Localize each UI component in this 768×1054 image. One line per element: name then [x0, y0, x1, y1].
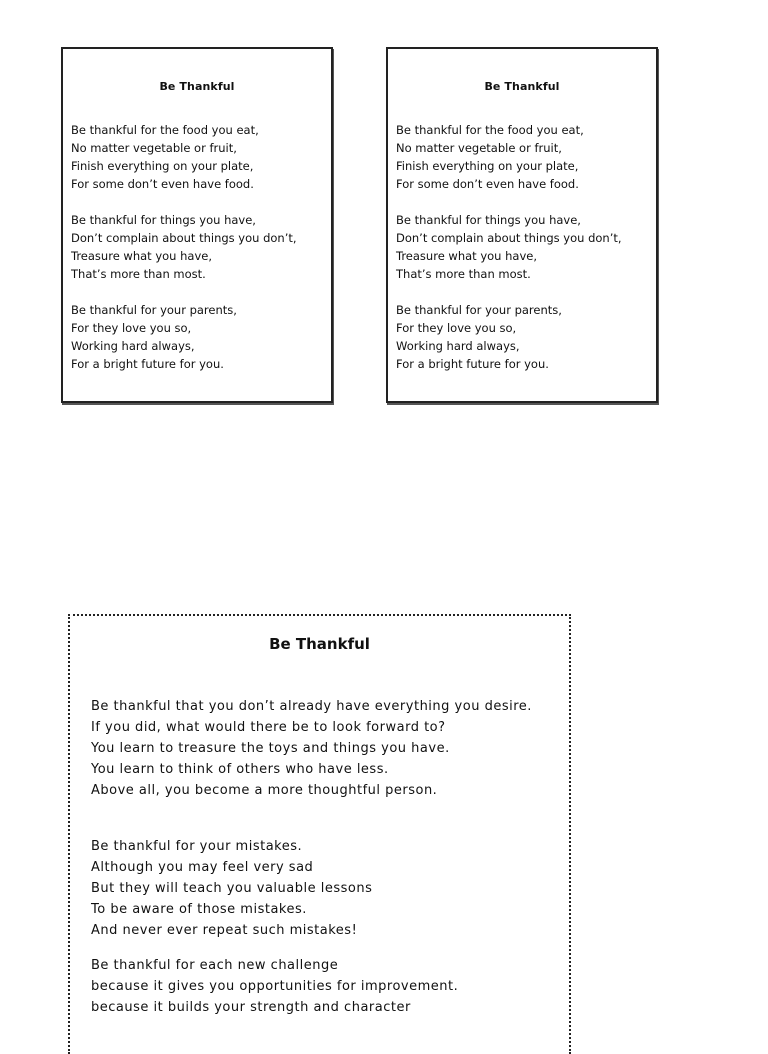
- stanza: [91, 955, 532, 1018]
- stanza: [71, 301, 297, 373]
- stanza: [396, 301, 622, 373]
- poem-line: For they love you so,: [396, 321, 517, 335]
- poem-card-large: [68, 614, 571, 1054]
- stanza: [396, 211, 622, 283]
- poem-line: For a bright future for you.: [396, 357, 549, 371]
- poem-line: For they love you so,: [71, 321, 192, 335]
- poem-line: Be thankful for the food you eat,: [396, 123, 584, 137]
- poem-line: No matter vegetable or fruit,: [396, 141, 562, 155]
- poem-line: Be thankful for your parents,: [396, 303, 562, 317]
- poem-card-left: [61, 47, 333, 403]
- poem-line: Working hard always,: [396, 339, 520, 353]
- poem-line: Finish everything on your plate,: [396, 159, 579, 173]
- stanza: [71, 121, 297, 193]
- poem-line: Finish everything on your plate,: [71, 159, 254, 173]
- poem-line: But they will teach you valuable lessons: [91, 881, 373, 896]
- poem-line: because it gives you opportunities for improvement.: [91, 979, 459, 994]
- poem-body: [71, 121, 297, 373]
- poem-body: [396, 121, 622, 373]
- poem-line: Working hard always,: [71, 339, 195, 353]
- poem-title: Be Thankful: [159, 80, 235, 93]
- poem-line: Be thankful for each new challenge: [91, 958, 339, 973]
- poem-body: [91, 696, 532, 1032]
- poem-line: That’s more than most.: [71, 267, 206, 281]
- poem-line: Be thankful for the food you eat,: [71, 123, 259, 137]
- poem-line: Be thankful for your parents,: [71, 303, 237, 317]
- poem-line: You learn to treasure the toys and things you have.: [91, 741, 450, 756]
- stanza: [91, 696, 532, 801]
- poem-line: Treasure what you have,: [71, 249, 212, 263]
- stanza: [71, 211, 297, 283]
- poem-title: Be Thankful: [484, 80, 560, 93]
- poem-line: No matter vegetable or fruit,: [71, 141, 237, 155]
- poem-line: Be thankful for things you have,: [71, 213, 256, 227]
- poem-title: Be Thankful: [269, 635, 370, 653]
- poem-line: For some don’t even have food.: [71, 177, 254, 191]
- poem-line: because it builds your strength and character: [91, 1000, 411, 1015]
- poem-line: To be aware of those mistakes.: [91, 902, 307, 917]
- poem-line: And never ever repeat such mistakes!: [91, 923, 358, 938]
- poem-line: You learn to think of others who have less.: [91, 762, 389, 777]
- poem-card-right: [386, 47, 658, 403]
- stanza: [396, 121, 622, 193]
- poem-line: For some don’t even have food.: [396, 177, 579, 191]
- poem-line: Above all, you become a more thoughtful person.: [91, 783, 438, 798]
- poem-line: Although you may feel very sad: [91, 860, 314, 875]
- poem-line: Be thankful that you don’t already have everything you desire.: [91, 699, 532, 714]
- poem-line: If you did, what would there be to look forward to?: [91, 720, 446, 735]
- poem-line: Don’t complain about things you don’t,: [71, 231, 297, 245]
- poem-line: Be thankful for your mistakes.: [91, 839, 303, 854]
- poem-line: For a bright future for you.: [71, 357, 224, 371]
- poem-line: Don’t complain about things you don’t,: [396, 231, 622, 245]
- poem-line: Treasure what you have,: [396, 249, 537, 263]
- poem-line: Be thankful for things you have,: [396, 213, 581, 227]
- stanza: [91, 836, 532, 941]
- poem-line: That’s more than most.: [396, 267, 531, 281]
